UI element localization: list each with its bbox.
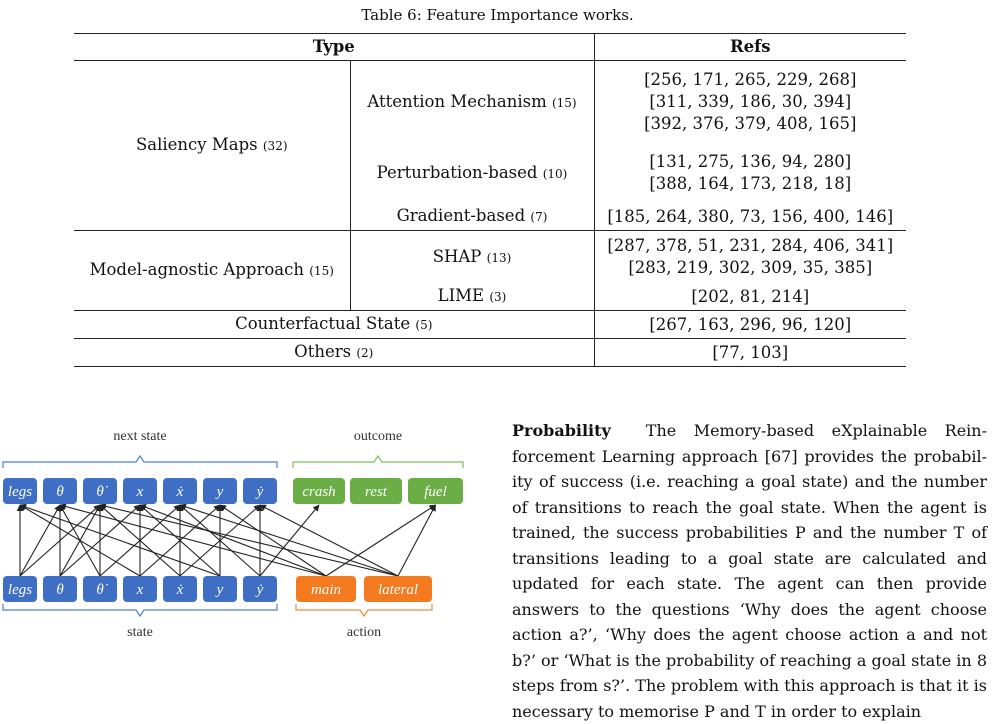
table-row: [74, 61, 906, 144]
others-refs-cell: [594, 339, 906, 367]
next-state-node: [3, 478, 37, 504]
state-node: [83, 576, 117, 602]
method-count: (15): [551, 95, 577, 110]
feature-importance-table: [74, 33, 906, 367]
causal-edge: [20, 505, 220, 576]
causal-edge: [180, 505, 398, 576]
method-label: Gradient-based: [396, 206, 526, 225]
category-count: (2): [356, 346, 374, 360]
paragraph-line: b?’ or ‘What is the probability of reaching a goal state in: [512, 650, 972, 670]
svg-text:lateral: lateral: [378, 582, 418, 598]
next-state-node: [43, 478, 77, 504]
gradient-cell: [350, 203, 594, 231]
model-agnostic-cell: [74, 231, 350, 311]
refs-line: [287, 378, 51, 231, 284, 406, 341]: [607, 236, 894, 255]
state-node: [123, 576, 157, 602]
refs-line: [388, 164, 173, 218, 18]: [649, 174, 852, 193]
svg-text:state: state: [127, 625, 153, 640]
paragraph-line: ity of success (i.e. reaching a goal state) and the number: [512, 472, 987, 491]
refs-line: [311, 339, 186, 30, 394]: [649, 92, 852, 111]
refs-line: [256, 171, 265, 229, 268]: [644, 70, 857, 89]
refs-line: [283, 219, 302, 309, 35, 385]: [628, 258, 873, 277]
outcome-node: [408, 478, 463, 504]
refs-line: [77, 103]: [712, 342, 789, 362]
gradient-refs-cell: [594, 203, 906, 231]
svg-text:ẋ: ẋ: [176, 582, 184, 598]
next-state-node: [123, 478, 157, 504]
next-state-node: [203, 478, 237, 504]
outcome-node: [350, 478, 402, 504]
table-row: [74, 339, 906, 367]
svg-text:x: x: [136, 484, 144, 500]
paragraph-line: action a?’, ‘Why does the agent choose action a and not: [512, 625, 987, 644]
category-count: (5): [415, 318, 433, 332]
action-node: [364, 576, 432, 602]
paragraph-line: T of transitions leading to a goal state are calculated: [512, 523, 988, 568]
refs-line: [202, 81, 214]: [691, 286, 810, 306]
svg-text:next state: next state: [113, 429, 167, 444]
svg-text:y: y: [216, 484, 224, 500]
attention-refs-cell: [594, 61, 906, 144]
svg-text:fuel: fuel: [424, 484, 447, 500]
refs-line: [131, 275, 136, 94, 280]: [649, 152, 852, 171]
attention-mechanism-cell: [350, 61, 594, 144]
svg-text:main: main: [311, 582, 341, 598]
paragraph-line: forcement Learning approach [67] provides the probabil-: [512, 446, 987, 466]
method-label: Attention Mechanism: [367, 91, 547, 111]
next-state-bracket: [3, 429, 277, 468]
table-header-row: [74, 34, 906, 61]
table-caption: Table 6: Feature Importance works.: [361, 6, 634, 24]
refs-line: [267, 163, 296, 96, 120]: [649, 314, 852, 334]
paragraph-heading: Probability: [512, 421, 611, 440]
svg-text:θ: θ: [56, 484, 64, 500]
paragraph-line: The Memory-based eXplainable Rein-: [645, 421, 988, 440]
category-label: Model-agnostic Approach: [89, 260, 304, 279]
causal-graph: [0, 418, 470, 640]
method-label: Perturbation-based: [376, 162, 538, 182]
state-node: [3, 576, 37, 602]
svg-text:θ: θ: [56, 582, 64, 598]
label-layer: [3, 429, 463, 640]
lime-refs-cell: [594, 283, 906, 311]
method-count: (10): [542, 166, 568, 181]
category-count: (15): [309, 264, 334, 278]
outcome-node: [293, 478, 345, 504]
svg-text:ẋ: ẋ: [176, 484, 184, 500]
refs-header: Refs: [729, 37, 771, 56]
action-node: [296, 576, 356, 602]
causal-graph-figure: [0, 418, 470, 640]
method-count: (13): [486, 250, 512, 265]
svg-text:rest: rest: [365, 484, 387, 500]
shap-cell: [350, 231, 594, 284]
paragraph-line: of transitions to reach the goal state. When the agent: [512, 497, 967, 517]
method-label: LIME: [437, 286, 485, 305]
category-label: Others: [294, 342, 352, 361]
causal-edge: [326, 505, 436, 576]
counterfactual-cell: [74, 311, 594, 339]
svg-text:x: x: [136, 582, 144, 598]
svg-text:θ̇: θ̇: [96, 582, 104, 598]
causal-edge: [260, 505, 398, 576]
svg-text:action: action: [346, 625, 382, 640]
svg-text:ẏ: ẏ: [256, 484, 264, 500]
type-header: Type: [74, 34, 594, 61]
state-bracket: [3, 604, 277, 640]
method-count: (3): [489, 290, 507, 304]
category-label: Saliency Maps: [135, 135, 258, 154]
category-count: (32): [262, 139, 288, 153]
svg-text:legs: legs: [7, 484, 33, 500]
others-cell: [74, 339, 594, 367]
paragraph-line: answers to the questions ‘Why does the agent choose: [512, 599, 987, 619]
state-node: [243, 576, 277, 602]
causal-edge: [20, 505, 60, 576]
counterfactual-refs-cell: [594, 311, 906, 339]
state-node: [203, 576, 237, 602]
method-label: SHAP: [432, 246, 482, 266]
svg-text:θ̇: θ̇: [96, 484, 104, 500]
lime-cell: [350, 283, 594, 311]
perturbation-cell: [350, 143, 594, 203]
probability-paragraph: [512, 418, 987, 724]
state-node: [163, 576, 197, 602]
paragraph-line: and updated for each state. The agent can then provide: [512, 548, 987, 593]
next-state-node: [163, 478, 197, 504]
category-label: Counterfactual State: [235, 314, 411, 333]
shap-refs-cell: [594, 231, 906, 284]
paragraph-line: it is necessary to memorise P and T in order to explain: [512, 676, 987, 721]
method-count: (7): [530, 210, 548, 224]
causal-edge: [100, 505, 398, 576]
svg-text:y: y: [216, 582, 224, 598]
refs-line: [185, 264, 380, 73, 156, 400, 146]: [607, 206, 894, 226]
saliency-maps-cell: [74, 61, 350, 231]
svg-text:legs: legs: [7, 582, 33, 598]
svg-text:crash: crash: [302, 484, 336, 500]
outcome-bracket: [293, 429, 463, 468]
next-state-node: [83, 478, 117, 504]
svg-text:outcome: outcome: [353, 429, 403, 444]
paragraph-line: 8 steps from s?’. The problem with this approach is that: [512, 650, 988, 695]
paragraph-line: is trained, the success probabilities P and the number: [512, 497, 987, 542]
svg-text:ẏ: ẏ: [256, 582, 264, 598]
perturbation-refs-cell: [594, 143, 906, 203]
next-state-node: [243, 478, 277, 504]
table-row: [74, 311, 906, 339]
causal-edge: [20, 505, 140, 576]
state-node: [43, 576, 77, 602]
edge-layer: [20, 505, 436, 576]
action-bracket: [296, 604, 432, 640]
refs-line: [392, 376, 379, 408, 165]: [644, 114, 857, 133]
table-row: [74, 231, 906, 284]
causal-edge: [398, 505, 436, 576]
